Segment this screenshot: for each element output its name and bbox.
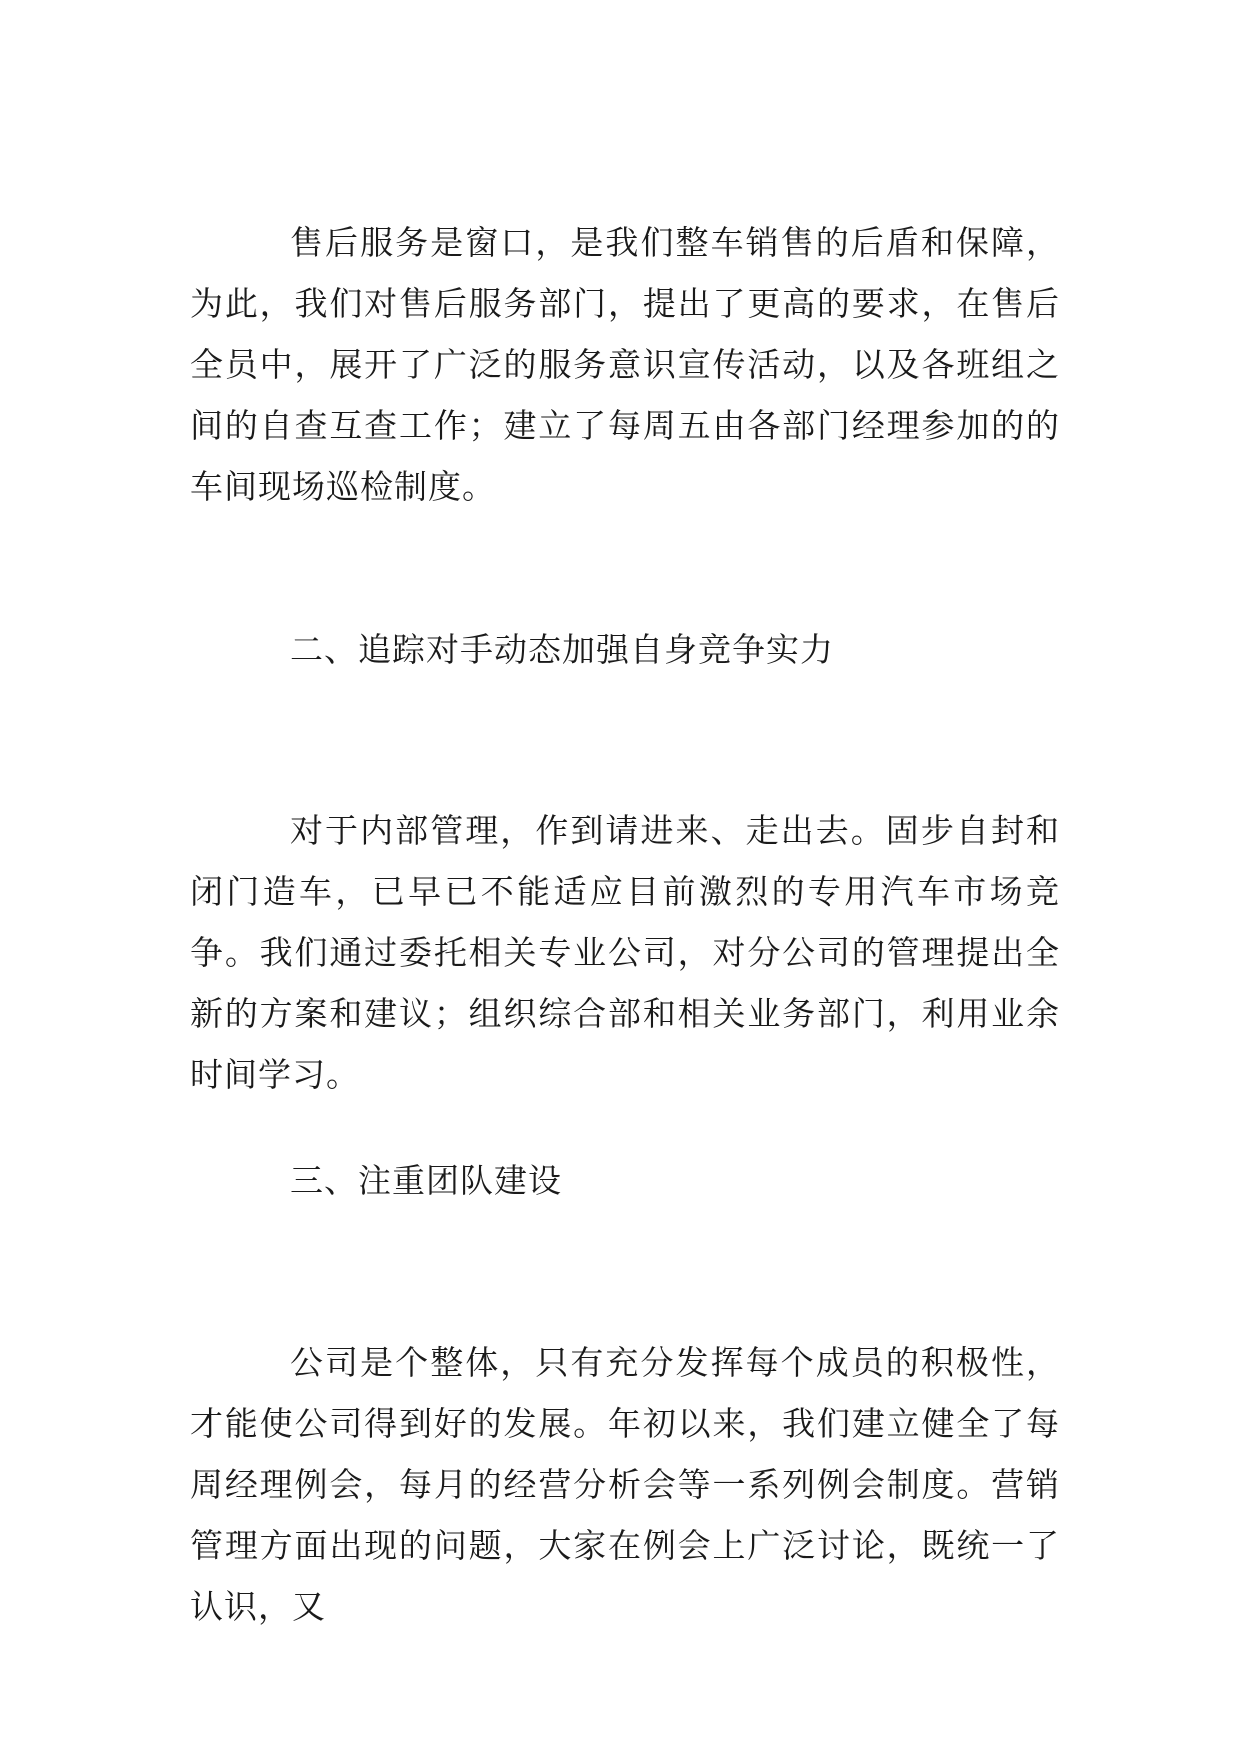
paragraph-internal-management: 对于内部管理，作到请进来、走出去。固步自封和闭门造车，已早已不能适应目前激烈的专用汽车市场竞争。我们通过委托相关专业公司，对分公司的管理提出全新的方案和建议；组织综合部和相关业务部门，利用业余时间学习。 <box>190 811 1060 1094</box>
section-heading-team-building: 三、注重团队建设 <box>290 1161 562 1200</box>
section-heading-competition: 二、追踪对手动态加强自身竞争实力 <box>290 630 834 669</box>
paragraph-company-whole: 公司是个整体，只有充分发挥每个成员的积极性，才能使公司得到好的发展。年初以来，我们建立健全了每周经理例会，每月的经营分析会等一系列例会制度。营销管理方面出现的问题，大家在例会上广泛讨论，既统一了认识，又 <box>190 1343 1060 1626</box>
paragraph-after-sales-service: 售后服务是窗口，是我们整车销售的后盾和保障，为此，我们对售后服务部门，提出了更高的要求，在售后全员中，展开了广泛的服务意识宣传活动，以及各班组之间的自查互查工作；建立了每周五由各部门经理参加的的车间现场巡检制度。 <box>190 223 1060 506</box>
